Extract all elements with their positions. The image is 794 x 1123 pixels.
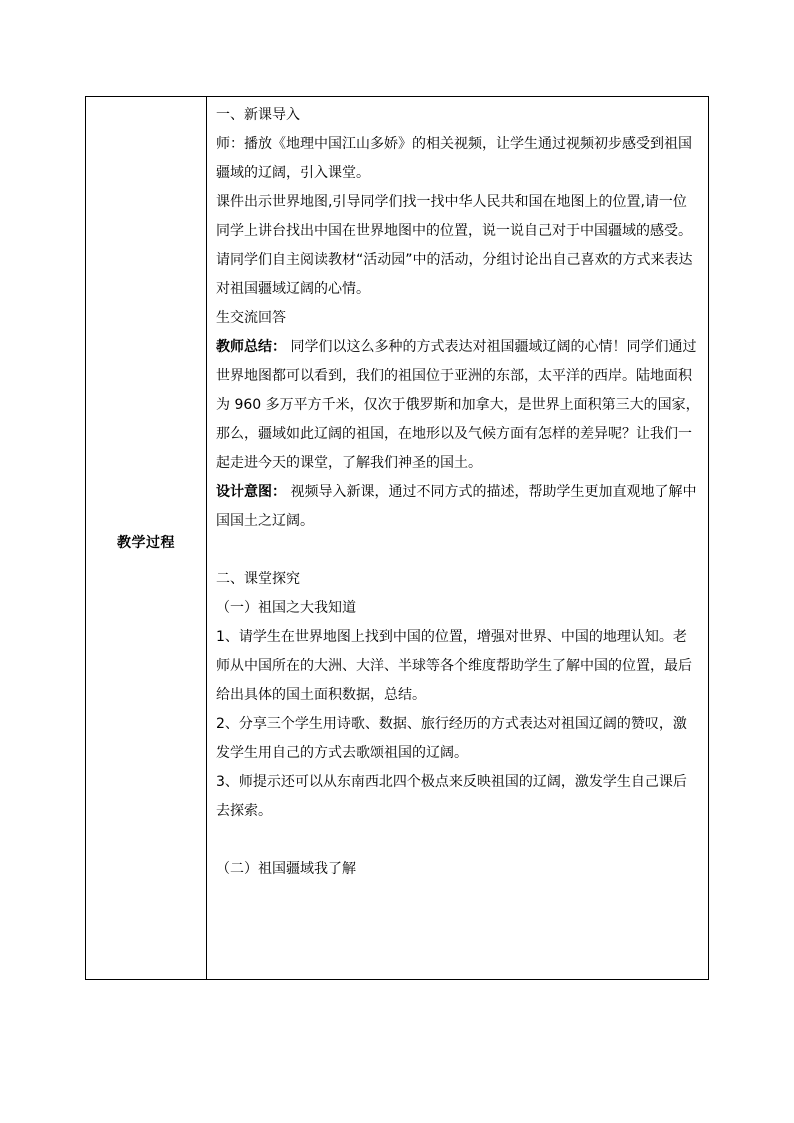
section-label: 教学过程 — [117, 535, 175, 551]
heading-new-lesson-intro: 一、新课导入 — [216, 107, 300, 123]
paragraph-teacher-video: 师：播放《地理中国江山多娇》的相关视频，让学生通过视频初步感受到祖国疆域的辽阔，引入课堂。 — [216, 136, 692, 181]
paragraph-teacher-summary — [216, 333, 700, 478]
paragraph-student-answer: 生交流回答 — [216, 310, 286, 326]
paragraph-world-map: 课件出示世界地图,引导同学们找一找中华人民共和国在地图上的位置,请一位同学上讲台找出中国在世界地图中的位置，说一说自己对于中国疆域的感受。 — [216, 194, 692, 239]
spacer — [216, 536, 700, 565]
heading-classroom-inquiry: 二、课堂探究 — [216, 571, 300, 587]
section-content-cell — [207, 97, 708, 979]
list-item-1: 1、请学生在世界地图上找到中国的位置，增强对世界、中国的地理认知。老师从中国所在的大洲、大洋、半球等各个维度帮助学生了解中国的位置，最后给出具体的国土面积数据，总结。 — [216, 629, 692, 703]
teacher-summary-text: 同学们以这么多种的方式表达对祖国疆域辽阔的心情！同学们通过世界地图都可以看到，我们的祖国位于亚洲的东部，太平洋的西岸。陆地面积为 960 多万平方千米，仅次于俄罗斯和加拿大，是世界上面积第三大的国家，那么，疆域如此辽阔的祖国，在地形以及气候方面有怎样的差异呢？让我们一起走进今天的课堂，了解我们神圣的国土。 — [216, 339, 700, 471]
spacer — [216, 826, 700, 855]
paragraph-reading-activity: 请同学们自主阅读教材“活动园”中的活动，分组讨论出自己喜欢的方式来表达对祖国疆域辽阔的心情。 — [216, 252, 693, 297]
design-intent-text: 视频导入新课，通过不同方式的描述，帮助学生更加直观地了解中国国土之辽阔。 — [216, 484, 697, 529]
section-label-cell — [86, 97, 207, 979]
subheading-territory: （二）祖国疆域我了解 — [216, 861, 356, 877]
list-item-2: 2、分享三个学生用诗歌、数据、旅行经历的方式表达对祖国辽阔的赞叹，激发学生用自己的方式去歌颂祖国的辽阔。 — [216, 716, 687, 761]
paragraph-design-intent — [216, 478, 700, 536]
subheading-country-size: （一）祖国之大我知道 — [216, 600, 356, 616]
teacher-summary-label: 教师总结： — [216, 339, 286, 355]
list-item-3: 3、师提示还可以从东南西北四个极点来反映祖国的辽阔，激发学生自己课后去探索。 — [216, 774, 687, 819]
lesson-table — [85, 96, 709, 980]
design-intent-label: 设计意图： — [216, 484, 286, 500]
